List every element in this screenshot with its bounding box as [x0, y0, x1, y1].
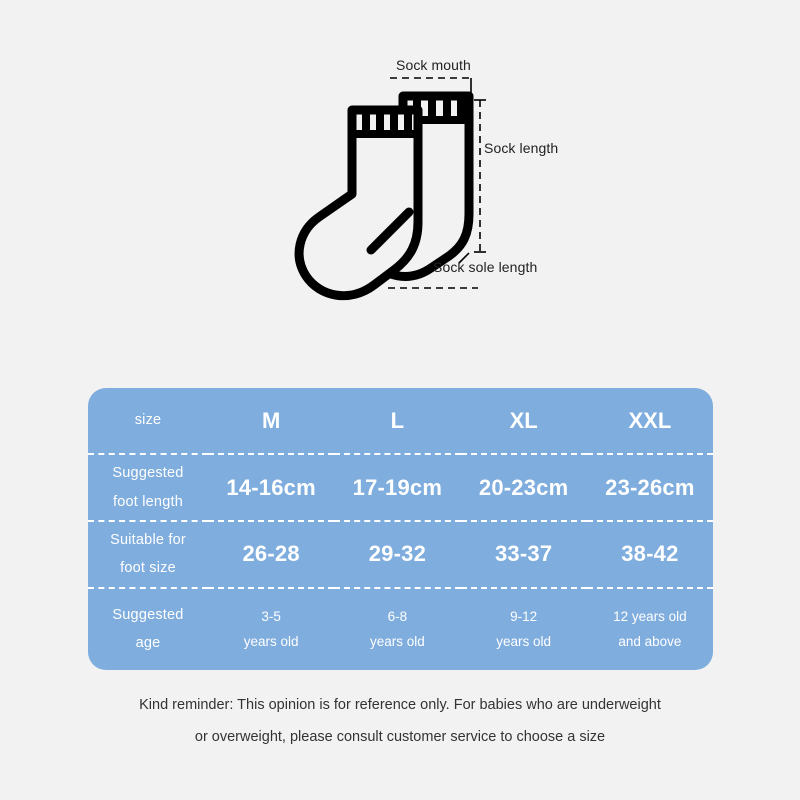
- cell-age-l-line1: 6-8: [387, 608, 408, 624]
- row-label-age-line1: Suggested: [112, 607, 184, 624]
- cell-age-l: [334, 588, 460, 670]
- cell-foot-length-l: 17-19cm: [334, 454, 460, 521]
- table-row-foot-length: [88, 454, 713, 521]
- cell-foot-size-xxl: 38-42: [587, 521, 713, 588]
- row-label-foot-length: [88, 454, 208, 521]
- size-chart-card: [88, 388, 713, 670]
- sock-illustration: [0, 0, 800, 360]
- annotation-sock-mouth: Sock mouth: [396, 57, 471, 73]
- table-row-foot-size: [88, 521, 713, 588]
- table-header-row: [88, 388, 713, 454]
- cell-age-l-line2: years old: [369, 634, 425, 650]
- row-label-foot-size-line1: Suitable for: [110, 532, 186, 549]
- table-row-age: [88, 588, 713, 670]
- kind-reminder-line2: or overweight, please consult customer service to choose a size: [194, 728, 606, 745]
- annotation-sock-sole-length: Sock sole length: [433, 259, 538, 275]
- cell-age-xxl: [587, 588, 713, 670]
- cell-age-xl-line1: 9-12: [510, 608, 538, 624]
- header-size-xxl: XXL: [587, 388, 713, 454]
- kind-reminder: [0, 690, 800, 754]
- kind-reminder-line1: Kind reminder: This opinion is for reference only. For babies who are underweight: [139, 697, 661, 713]
- header-size-xl: XL: [461, 388, 587, 454]
- cell-foot-size-m: 26-28: [208, 521, 334, 588]
- cell-foot-length-m: 14-16cm: [208, 454, 334, 521]
- cell-foot-size-xl: 33-37: [461, 521, 587, 588]
- cell-age-m: [208, 588, 334, 670]
- cell-foot-length-xl: 20-23cm: [461, 454, 587, 521]
- header-size-l: L: [334, 388, 460, 454]
- cell-age-xl: [461, 588, 587, 670]
- row-label-age: [88, 588, 208, 670]
- cell-age-xxl-line1: 12 years old: [613, 608, 687, 624]
- row-label-foot-size: [88, 521, 208, 588]
- cell-age-xxl-line2: and above: [618, 634, 682, 650]
- row-label-foot-size-line2: foot size: [120, 560, 176, 577]
- sock-diagram-svg: [0, 0, 800, 360]
- cell-age-xl-line2: years old: [496, 634, 552, 650]
- annotation-sock-length: Sock length: [484, 140, 559, 156]
- cell-age-m-line1: 3-5: [261, 608, 281, 624]
- row-label-foot-length-line2: foot length: [113, 493, 183, 510]
- cell-age-m-line2: years old: [243, 634, 299, 650]
- cell-foot-size-l: 29-32: [334, 521, 460, 588]
- header-size-m: M: [208, 388, 334, 454]
- size-chart-table: [88, 388, 713, 670]
- row-label-age-line2: age: [135, 635, 161, 652]
- row-label-foot-length-line1: Suggested: [112, 465, 184, 482]
- header-size-label: size: [88, 388, 208, 454]
- cell-foot-length-xxl: 23-26cm: [587, 454, 713, 521]
